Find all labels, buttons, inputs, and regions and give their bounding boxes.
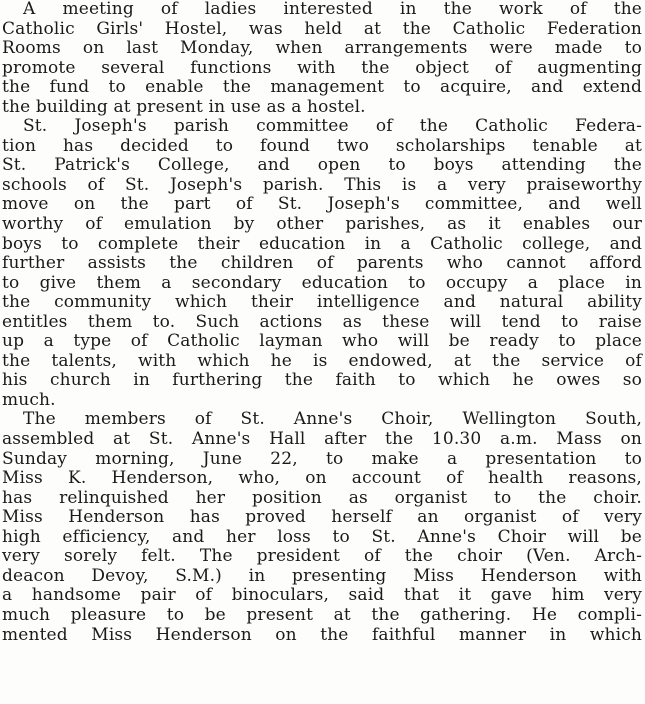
text-line: St. Joseph's parish committee of the Catholic Federa-: [23, 116, 642, 137]
text-line: up a type of Catholic layman who will be ready to place: [2, 331, 642, 352]
text-line: his church in furthering the faith to which he owes so: [2, 370, 642, 391]
text-line: deacon Devoy, S.M.) in presenting Miss Henderson with: [2, 565, 642, 586]
text-line: very sorely felt. The president of the choir (Ven. Arch-: [2, 546, 642, 567]
text-line: mented Miss Henderson on the faithful manner in which: [2, 624, 642, 645]
text-line: schools of St. Joseph's parish. This is a very praiseworthy: [2, 174, 642, 195]
text-line: high efficiency, and her loss to St. Anne's Choir will be: [2, 526, 642, 547]
text-line: Miss K. Henderson, who, on account of health reasons,: [2, 468, 642, 489]
text-line: The members of St. Anne's Choir, Wellington South,: [23, 409, 642, 430]
text-line: move on the part of St. Joseph's committee, and well: [2, 194, 642, 215]
text-line: the building at present in use as a hostel.: [2, 96, 366, 117]
text-line: assembled at St. Anne's Hall after the 10.30 a.m. Mass on: [2, 429, 642, 450]
text-line: to give them a secondary education to occupy a place in: [2, 272, 642, 293]
text-line: St. Patrick's College, and open to boys attending the: [2, 155, 642, 176]
text-line: the community which their intelligence and natural ability: [2, 292, 642, 313]
text-line: Sunday morning, June 22, to make a presentation to: [2, 448, 642, 469]
text-line: Miss Henderson has proved herself an organist of very: [2, 507, 642, 528]
paragraph-st-annes-choir: [2, 410, 642, 645]
text-line: a handsome pair of binoculars, said that it gave him very: [2, 585, 642, 606]
text-line: tion has decided to found two scholarships tenable at: [2, 135, 642, 156]
text-line: the talents, with which he is endowed, at the service of: [2, 350, 642, 371]
text-line: the fund to enable the management to acquire, and extend: [2, 77, 642, 98]
text-line: boys to complete their education in a Catholic college, and: [2, 233, 642, 254]
text-line: has relinquished her position as organist to the choir.: [2, 487, 642, 508]
article-column: [2, 0, 642, 645]
text-line: further assists the children of parents who cannot afford: [2, 253, 642, 274]
text-line: entitles them to. Such actions as these will tend to raise: [2, 311, 642, 332]
text-line: A meeting of ladies interested in the work of the: [23, 0, 642, 19]
paragraph-st-josephs-scholarships: [2, 117, 642, 410]
paragraph-hostel-meeting: [2, 0, 642, 117]
text-line: much pleasure to be present at the gathering. He compli-: [2, 604, 642, 625]
text-line: Catholic Girls' Hostel, was held at the Catholic Federation: [2, 18, 642, 39]
text-line: much.: [2, 389, 56, 410]
text-line: worthy of emulation by other parishes, as it enables our: [2, 214, 642, 235]
text-line: promote several functions with the object of augmenting: [2, 57, 642, 78]
text-line: Rooms on last Monday, when arrangements were made to: [2, 38, 642, 59]
